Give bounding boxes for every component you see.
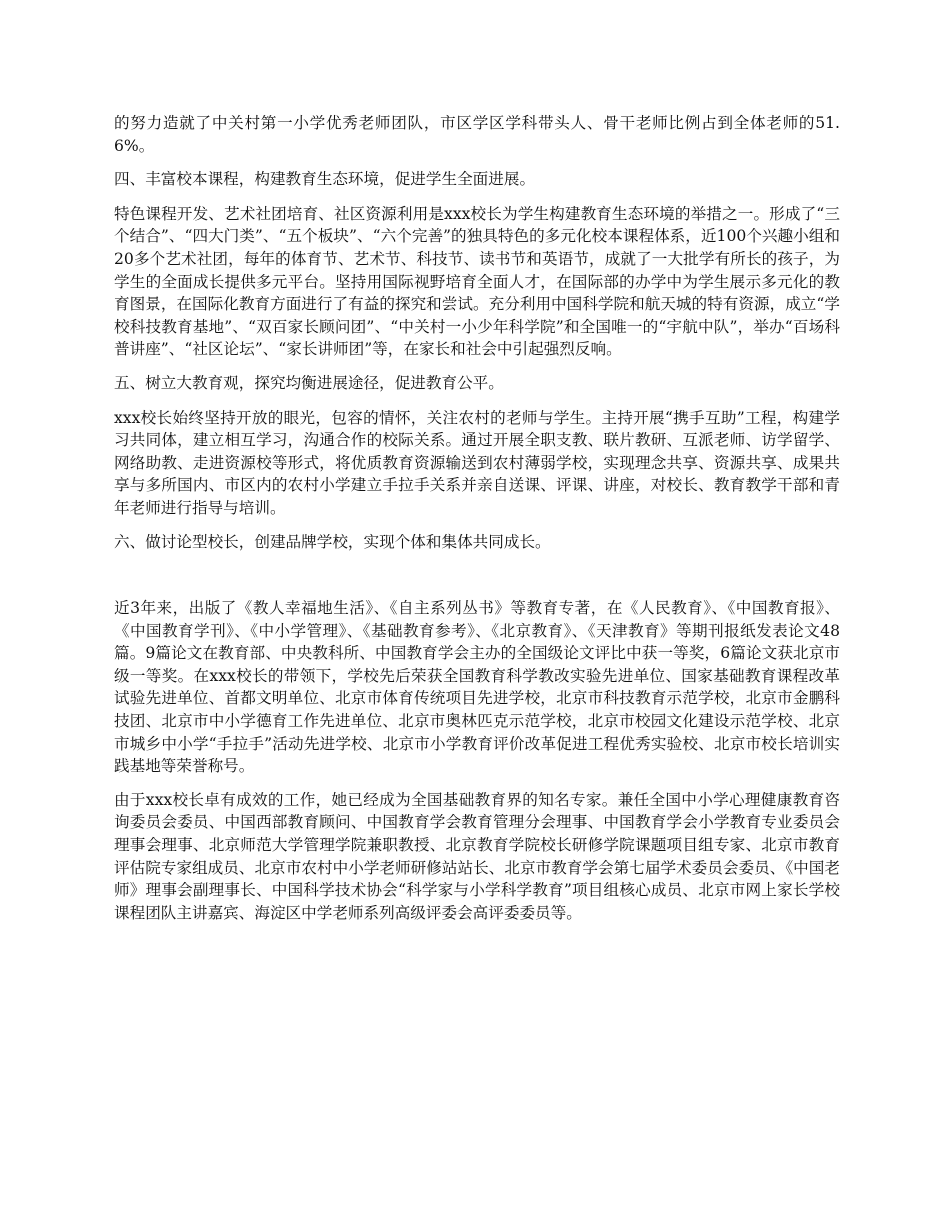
- body-paragraph-publications: 近3年来，出版了《教人幸福地生活》、《自主系列丛书》等教育专著，在《人民教育》、《中国教育报》、《中国教育学刊》、《中小学管理》、《基础教育参考》、《北京教育》、《天津教育》等期刊报纸发表论文48篇。9篇论文在教育部、中央教科所、中国教育学会主办的全国级论文评比中获一等奖，6篇论文获北京市级一等奖。在xxx校长的带领下，学校先后荣获全国教育科学教改实验先进单位、国家基础教育课程改革试验先进单位、首都文明单位、北京市体育传统项目先进学校，北京市科技教育示范学校，北京市金鹏科技团、北京市中小学德育工作先进单位、北京市奥林匹克示范学校，北京市校园文化建设示范学校、北京市城乡中小学“手拉手”活动先进学校、北京市小学教育评价改革促进工程优秀实验校、北京市校长培训实践基地等荣誉称号。: [114, 599, 840, 776]
- section-spacer: [114, 565, 840, 597]
- body-paragraph-positions: 由于xxx校长卓有成效的工作，她已经成为全国基础教育界的知名专家。兼任全国中小学心理健康教育咨询委员会委员、中国西部教育顾问、中国教育学会教育管理分会理事、中国教育学会小学教育专业委员会理事会理事、北京师范大学管理学院兼职教授、北京教育学院校长研修学院课题项目组专家、北京市教育评估院专家组成员、北京市农村中小学老师研修站站长、北京市教育学会第七届学术委员会委员、《中国老师》理事会副理事长、中国科学技术协会“科学家与小学科学教育”项目组核心成员、北京市网上家长学校课程团队主讲嘉宾、海淀区中学老师系列高级评委会高评委委员等。: [114, 790, 840, 922]
- section-heading-5: 五、树立大教育观，探究均衡进展途径，促进教育公平。: [114, 373, 504, 392]
- body-paragraph-intro: 的努力造就了中关村第一小学优秀老师团队，市区学区学科带头人、骨干老师比例占到全体老师的51.6%。: [114, 114, 840, 155]
- section-heading-4: 四、丰富校本课程，构建教育生态环境，促进学生全面进展。: [114, 170, 536, 189]
- body-paragraph-equity: xxx校长始终坚持开放的眼光，包容的情怀，关注农村的老师与学生。主持开展“携手互助”工程，构建学习共同体，建立相互学习，沟通合作的校际关系。通过开展全职支教、联片教研、互派老师、访学留学、网络助教、走进资源校等形式，将优质教育资源输送到农村薄弱学校，实现理念共享、资源共享、成果共享与多所国内、市区内的农村小学建立手拉手关系并亲自送课、评课、讲座，对校长、教育教学干部和青年老师进行指导与培训。: [114, 408, 840, 517]
- section-heading-6: 六、做讨论型校长，创建品牌学校，实现个体和集体共同成长。: [114, 532, 551, 551]
- body-paragraph-curriculum: 特色课程开发、艺术社团培育、社区资源利用是xxx校长为学生构建教育生态环境的举措之一。形成了“三个结合”、“四大门类”、“五个板块”、“六个完善”的独具特色的多元化校本课程体系，近100个兴趣小组和20多个艺术社团，每年的体育节、艺术节、科技节、读书节和英语节，成就了一大批学有所长的孩子，为学生的全面成长提供多元平台。坚持用国际视野培育全面人才，在国际部的办学中为学生展示多元化的教育图景，在国际化教育方面进行了有益的探究和尝试。充分利用中国科学院和航天城的特有资源，成立“学校科技教育基地”、“双百家长顾问团”、“中关村一小少年科学院”和全国唯一的“宇航中队”，举办“百场科普讲座”、“社区论坛”、“家长讲师团”等，在家长和社会中引起强烈反响。: [114, 204, 840, 359]
- document-body: [114, 112, 840, 935]
